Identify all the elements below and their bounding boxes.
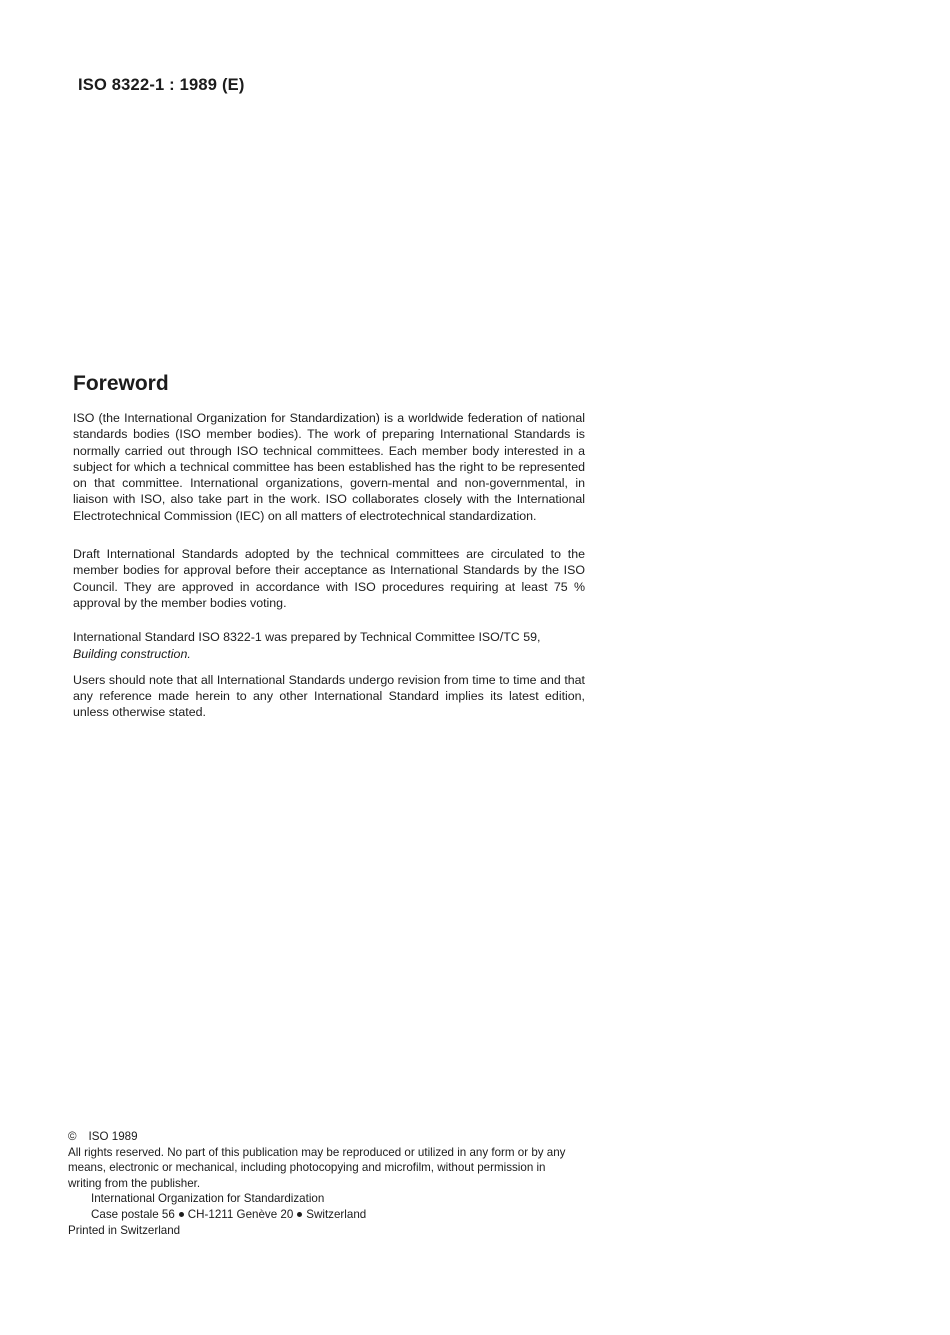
foreword-paragraph-revision-note: Users should note that all International Standards undergo revision from time to time and that any reference made herein to any other International Standard implies its latest edition, unless otherwise stated. — [73, 672, 585, 720]
copyright-block — [68, 1129, 580, 1238]
copyright-line — [68, 1129, 580, 1145]
rights-statement: All rights reserved. No part of this publication may be reproduced or utilized in any form or by any means, electronic or mechanical, including photocopying and microfilm, without permission in writing from the publisher. — [68, 1145, 566, 1190]
foreword-section — [73, 371, 585, 721]
prepared-by-text: International Standard ISO 8322-1 was prepared by Technical Committee ISO/TC 59, — [73, 630, 541, 645]
publisher-name: International Organization for Standardization — [91, 1192, 325, 1206]
copyright-owner-year: ISO 1989 — [88, 1130, 138, 1143]
address-city: CH-1211 Genève 20 — [187, 1207, 294, 1221]
document-identifier: ISO 8322-1 : 1989 (E) — [78, 76, 245, 94]
address-postbox: Case postale 56 — [91, 1207, 175, 1221]
printed-in: Printed in Switzerland — [68, 1223, 181, 1237]
foreword-title: Foreword — [73, 372, 169, 395]
foreword-paragraph-prepared-by — [73, 629, 585, 662]
foreword-paragraph-approval: Draft International Standards adopted by the technical committees are circulated to the member bodies for approval before their acceptance as International Standards by the ISO Council. They are approved in accordance with ISO procedures requiring at least 75 % approval by the member bodies voting. — [73, 547, 585, 610]
copyright-symbol: © — [68, 1130, 77, 1143]
committee-name: Building construction. — [73, 646, 191, 661]
publisher-address — [91, 1207, 580, 1223]
address-country: Switzerland — [306, 1207, 367, 1221]
bullet-icon — [297, 1212, 302, 1217]
bullet-icon — [179, 1212, 184, 1217]
foreword-paragraph-iso-overview: ISO (the International Organization for Standardization) is a worldwide federation of national standards bodies (ISO member bodies). The work of preparing International Standards is normally carried out through ISO technical committees. Each member body interested in a subject for which a technical committee has been established has the right to be represented on that committee. International organizations, govern-mental and non-governmental, in liaison with ISO, also take part in the work. ISO collaborates closely with the International Electrotechnical Commission (IEC) on all matters of electrotechnical standardization. — [73, 411, 585, 523]
